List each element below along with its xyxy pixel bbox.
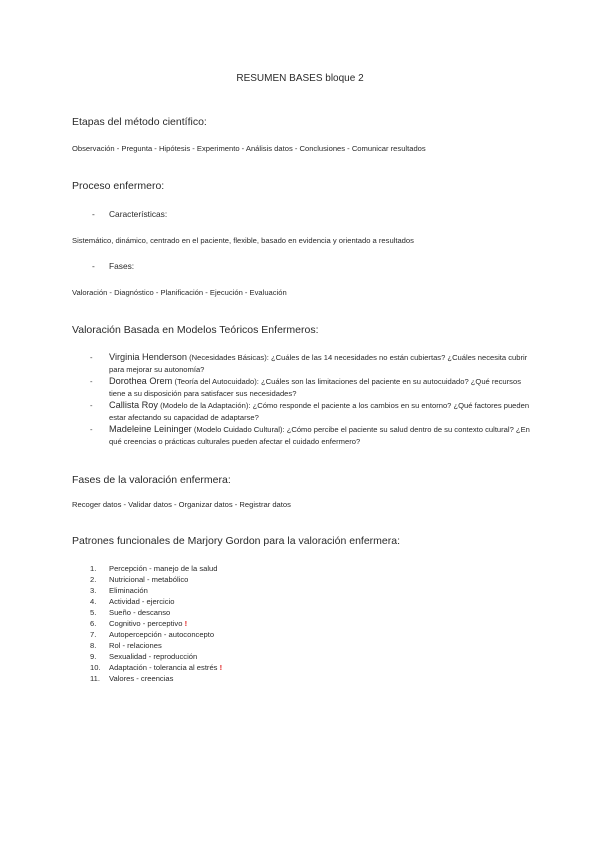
pattern-text: Sueño - descanso: [109, 608, 171, 617]
scientific-method-heading: Etapas del método científico:: [72, 116, 207, 128]
pattern-text: Adaptación - tolerancia al estrés: [109, 663, 220, 672]
gordon-pattern-item: [90, 618, 187, 629]
pattern-number: 10.: [90, 663, 101, 672]
gordon-pattern-item: [90, 574, 188, 585]
pattern-text: Eliminación: [109, 586, 148, 595]
characteristics-text: Sistemático, dinámico, centrado en el paciente, flexible, basado en evidencia y orientado a resultados: [72, 236, 414, 245]
gordon-pattern-item: [90, 640, 162, 651]
pattern-number: 7.: [90, 630, 97, 639]
pattern-number: 9.: [90, 652, 97, 661]
pattern-number: 6.: [90, 619, 97, 628]
pattern-text: Valores - creencias: [109, 674, 174, 683]
assessment-phases-text: Recoger datos - Validar datos - Organizar datos - Registrar datos: [72, 500, 291, 509]
model-description: (Teoría del Autocuidado): ¿Cuáles son las limitaciones del paciente en su autocuidado? ¿Qué recursos tiene a su disposición para satisfacer sus necesidades?: [109, 377, 521, 398]
pattern-text: Nutricional - metabólico: [109, 575, 189, 584]
dash-marker: -: [92, 209, 95, 219]
model-item: [90, 352, 530, 375]
pattern-text: Rol - relaciones: [109, 641, 162, 650]
model-description: (Necesidades Básicas): ¿Cuáles de las 14 necesidades no están cubiertas? ¿Cuáles necesita cubrir para mejorar su autonomía?: [109, 353, 528, 374]
pattern-number: 1.: [90, 564, 97, 573]
nursing-process-heading: Proceso enfermero:: [72, 180, 165, 192]
scientific-method-steps: Observación - Pregunta - Hipótesis - Experimento - Análisis datos - Conclusiones - Comunicar resultados: [72, 144, 426, 153]
pattern-number: 2.: [90, 575, 97, 584]
model-name: Virginia Henderson: [109, 352, 187, 362]
model-item: [90, 376, 530, 399]
model-name: Callista Roy: [109, 400, 159, 410]
exclamation-icon: !: [184, 619, 188, 628]
dash-marker: -: [90, 401, 93, 410]
document-title: RESUMEN BASES bloque 2: [236, 73, 364, 84]
exclamation-icon: !: [219, 663, 223, 672]
pattern-text: Cognitivo - perceptivo: [109, 619, 185, 628]
model-item: [90, 424, 530, 447]
gordon-pattern-item: [90, 662, 222, 673]
model-name: Madeleine Leininger: [109, 424, 192, 434]
gordon-pattern-item: [90, 673, 173, 684]
dash-marker: -: [90, 353, 93, 362]
dash-marker: -: [92, 261, 95, 271]
phases-text: Valoración - Diagnóstico - Planificación - Ejecución - Evaluación: [72, 288, 287, 297]
dash-marker: -: [90, 425, 93, 434]
models-heading: Valoración Basada en Modelos Teóricos Enfermeros:: [72, 324, 319, 336]
pattern-number: 4.: [90, 597, 97, 606]
model-name: Dorothea Orem: [109, 376, 173, 386]
gordon-pattern-item: [90, 607, 170, 618]
gordon-patterns-heading: Patrones funcionales de Marjory Gordon para la valoración enfermera:: [72, 535, 401, 547]
pattern-number: 3.: [90, 586, 97, 595]
assessment-phases-heading: Fases de la valoración enfermera:: [72, 474, 231, 486]
pattern-text: Autopercepción - autoconcepto: [109, 630, 215, 639]
pattern-number: 8.: [90, 641, 97, 650]
phases-label: Fases:: [109, 261, 135, 271]
phases-subitem: [92, 261, 134, 271]
pattern-number: 11.: [90, 674, 100, 683]
model-description: (Modelo Cuidado Cultural): ¿Cómo percibe el paciente su salud dentro de su contexto cultural? ¿En qué creencias o prácticas culturales pueden afectar el cuidado enfermero?: [109, 425, 530, 446]
model-item: [90, 400, 530, 423]
gordon-pattern-item: [90, 629, 214, 640]
gordon-pattern-item: [90, 651, 197, 662]
dash-marker: -: [90, 377, 93, 386]
pattern-text: Sexualidad - reproducción: [109, 652, 198, 661]
characteristics-subitem: [92, 209, 167, 219]
characteristics-label: Características:: [109, 209, 168, 219]
pattern-text: Percepción - manejo de la salud: [109, 564, 218, 573]
model-description: (Modelo de la Adaptación): ¿Cómo responde el paciente a los cambios en su entorno? ¿Qué factores pueden estar afectando su capacidad de adaptarse?: [109, 401, 530, 422]
gordon-pattern-item: [90, 563, 218, 574]
gordon-pattern-item: [90, 585, 148, 596]
gordon-pattern-item: [90, 596, 174, 607]
pattern-number: 5.: [90, 608, 97, 617]
pattern-text: Actividad - ejercicio: [109, 597, 175, 606]
